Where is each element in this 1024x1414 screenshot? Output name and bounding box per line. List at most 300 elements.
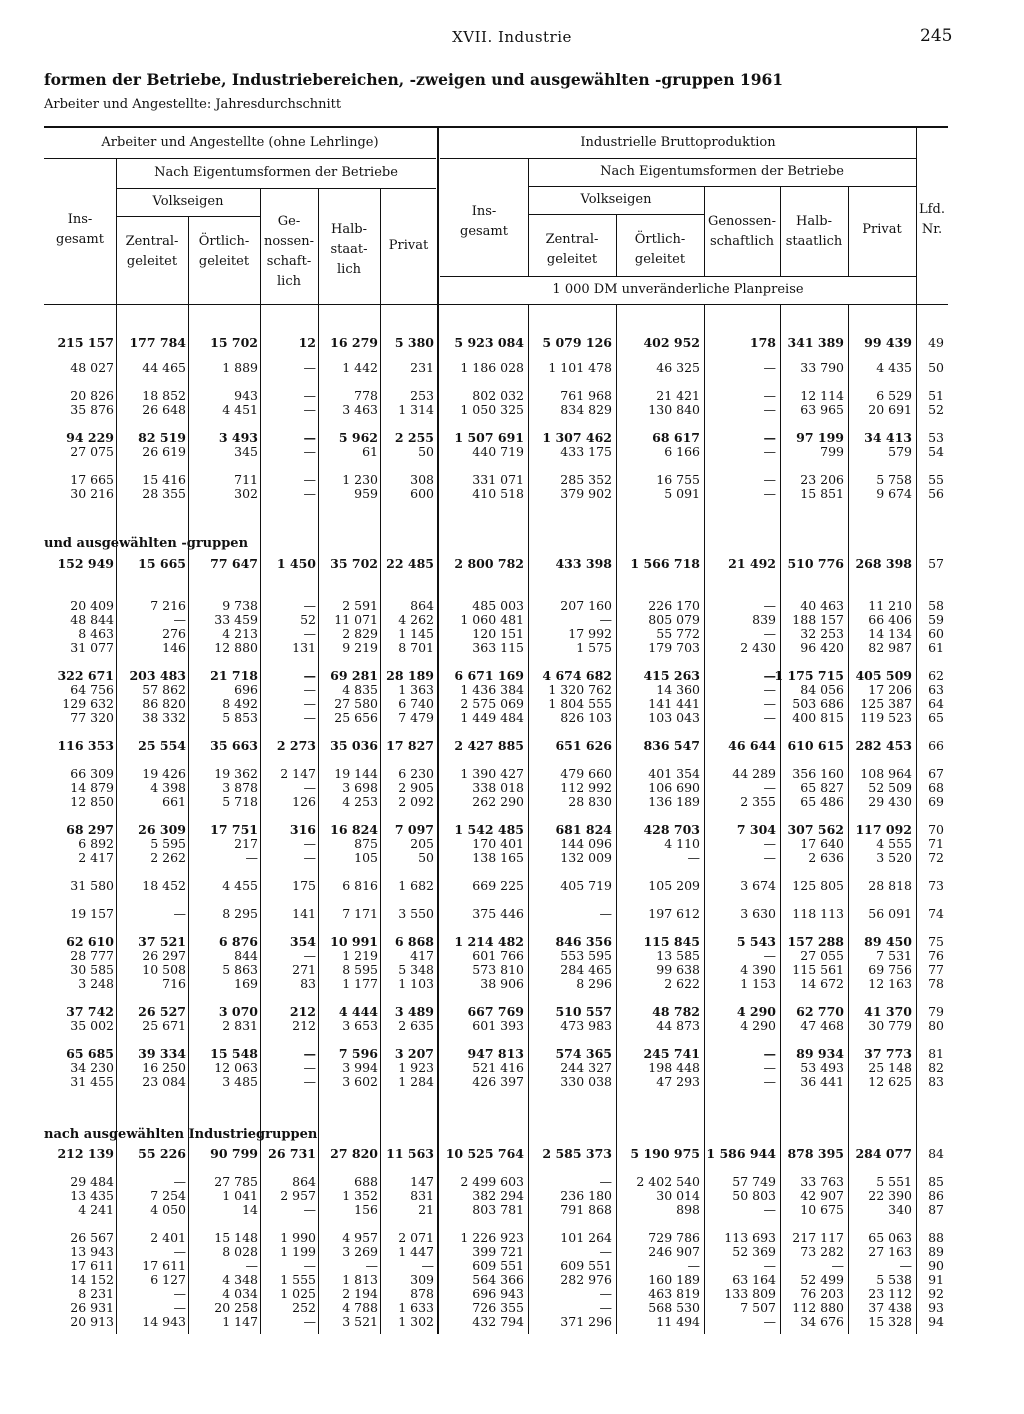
- cell-produktion-genossen: —: [763, 430, 776, 445]
- cell-produktion-privat: 37 438: [868, 1300, 912, 1315]
- cell-produktion-halbstaatlich: 2 636: [808, 850, 844, 865]
- cell-produktion-privat: 22 390: [868, 1188, 912, 1203]
- cell-produktion-insgesamt: 262 290: [472, 794, 524, 809]
- cell-oertlich: 17 751: [210, 822, 258, 837]
- cell-produktion-halbstaatlich: 112 880: [792, 1300, 844, 1315]
- table-row: [44, 669, 948, 682]
- cell-produktion-halbstaatlich: 65 486: [800, 794, 844, 809]
- header-volkseigen-right: Volkseigen: [580, 192, 652, 207]
- cell-zentral: 14 943: [142, 1314, 186, 1329]
- cell-produktion-oertlich: 729 786: [648, 1230, 700, 1245]
- cell-produktion-insgesamt: 947 813: [467, 1046, 524, 1061]
- cell-produktion-halbstaatlich: 36 441: [800, 1074, 844, 1089]
- cell-produktion-privat: 52 509: [868, 780, 912, 795]
- cell-lfd-nr: 90: [928, 1258, 944, 1273]
- cell-oertlich: 169: [234, 976, 258, 991]
- cell-lfd-nr: 72: [928, 850, 944, 865]
- header-ownership-right: Nach Eigentumsformen der Betriebe: [600, 164, 844, 179]
- cell-produktion-halbstaatlich: 157 288: [787, 934, 844, 949]
- cell-produktion-genossen: 3 630: [740, 906, 776, 921]
- cell-produktion-privat: 9 674: [876, 486, 912, 501]
- cell-produktion-insgesamt: 1 436 384: [460, 682, 524, 697]
- cell-produktion-halbstaatlich: 503 686: [792, 696, 844, 711]
- table-row: [44, 697, 948, 710]
- cell-zentral: 716: [162, 976, 186, 991]
- cell-produktion-insgesamt: 399 721: [472, 1244, 524, 1259]
- header-genossen-right: Genossen- schaftlich: [707, 214, 777, 249]
- cell-genossen: 83: [300, 976, 316, 991]
- cell-insgesamt: 3 248: [78, 976, 114, 991]
- cell-insgesamt: 27 075: [70, 444, 114, 459]
- cell-zentral: 2 262: [150, 850, 186, 865]
- cell-oertlich: 15 702: [210, 335, 258, 350]
- cell-produktion-insgesamt: 426 397: [472, 1074, 524, 1089]
- cell-insgesamt: 322 671: [57, 668, 114, 683]
- cell-lfd-nr: 60: [928, 626, 944, 641]
- cell-produktion-oertlich: 55 772: [656, 626, 700, 641]
- table-row: [44, 851, 948, 864]
- cell-produktion-halbstaatlich: 341 389: [787, 335, 844, 350]
- cell-insgesamt: 35 002: [70, 1018, 114, 1033]
- cell-halbstaatlich: 105: [354, 850, 378, 865]
- cell-halbstaatlich: 9 219: [342, 640, 378, 655]
- cell-privat: 1 302: [398, 1314, 434, 1329]
- cell-genossen: —: [303, 430, 316, 445]
- cell-produktion-halbstaatlich: 33 763: [800, 1174, 844, 1189]
- cell-produktion-insgesamt: 5 923 084: [454, 335, 524, 350]
- cell-genossen: —: [303, 710, 316, 725]
- cell-zentral: 57 862: [142, 682, 186, 697]
- cell-produktion-genossen: —: [763, 836, 776, 851]
- table-row: [44, 1315, 948, 1328]
- cell-produktion-halbstaatlich: 34 676: [800, 1314, 844, 1329]
- cell-produktion-oertlich: —: [687, 850, 700, 865]
- cell-produktion-halbstaatlich: 115 561: [792, 962, 844, 977]
- cell-privat: 17 827: [386, 738, 434, 753]
- cell-insgesamt: 212 139: [57, 1146, 114, 1161]
- cell-produktion-zentral: 473 983: [560, 1018, 612, 1033]
- cell-genossen: —: [303, 402, 316, 417]
- cell-produktion-oertlich: 836 547: [643, 738, 700, 753]
- cell-lfd-nr: 73: [928, 878, 944, 893]
- cell-produktion-insgesamt: 363 115: [472, 640, 524, 655]
- table-row: [44, 1047, 948, 1060]
- cell-genossen: 1 450: [276, 556, 316, 571]
- cell-oertlich: 711: [234, 472, 258, 487]
- cell-produktion-oertlich: —: [687, 1258, 700, 1273]
- cell-insgesamt: 68 297: [66, 822, 114, 837]
- cell-produktion-zentral: 574 365: [555, 1046, 612, 1061]
- cell-produktion-halbstaatlich: 17 640: [800, 836, 844, 851]
- table-row: [44, 795, 948, 808]
- cell-produktion-oertlich: 568 530: [648, 1300, 700, 1315]
- cell-produktion-genossen: —: [763, 682, 776, 697]
- cell-privat: 6 740: [398, 696, 434, 711]
- cell-halbstaatlich: 1 813: [342, 1272, 378, 1287]
- table-row: [44, 445, 948, 458]
- cell-produktion-zentral: —: [599, 1244, 612, 1259]
- cell-genossen: —: [303, 948, 316, 963]
- cell-oertlich: 6 876: [218, 934, 258, 949]
- cell-produktion-insgesamt: 338 018: [472, 780, 524, 795]
- cell-insgesamt: 62 610: [66, 934, 114, 949]
- cell-lfd-nr: 50: [928, 360, 944, 375]
- cell-privat: 1 633: [398, 1300, 434, 1315]
- cell-insgesamt: 17 611: [70, 1258, 114, 1273]
- table-row: [44, 627, 948, 640]
- cell-oertlich: 943: [234, 388, 258, 403]
- cell-produktion-insgesamt: 521 416: [472, 1060, 524, 1075]
- cell-produktion-privat: 37 773: [864, 1046, 912, 1061]
- cell-oertlich: 696: [234, 682, 258, 697]
- cell-produktion-genossen: 113 693: [724, 1230, 776, 1245]
- cell-insgesamt: 26 567: [70, 1230, 114, 1245]
- cell-lfd-nr: 77: [928, 962, 944, 977]
- cell-produktion-privat: 5 758: [876, 472, 912, 487]
- cell-produktion-zentral: 282 976: [560, 1272, 612, 1287]
- cell-genossen: 271: [292, 962, 316, 977]
- cell-produktion-privat: 282 453: [855, 738, 912, 753]
- header-genossen-left: Ge- nossen- schaft- lich: [263, 214, 314, 289]
- cell-genossen: —: [303, 1060, 316, 1075]
- cell-produktion-zentral: 28 830: [568, 794, 612, 809]
- cell-produktion-privat: 17 206: [868, 682, 912, 697]
- cell-produktion-oertlich: 402 952: [643, 335, 700, 350]
- cell-produktion-zentral: 112 992: [560, 780, 612, 795]
- cell-produktion-oertlich: 14 360: [656, 682, 700, 697]
- cell-produktion-genossen: —: [763, 1060, 776, 1075]
- cell-lfd-nr: 66: [928, 738, 944, 753]
- cell-privat: 22 485: [386, 556, 434, 571]
- cell-zentral: 10 508: [142, 962, 186, 977]
- cell-zentral: 26 527: [138, 1004, 186, 1019]
- cell-zentral: 5 595: [150, 836, 186, 851]
- cell-produktion-oertlich: 68 617: [652, 430, 700, 445]
- cell-produktion-halbstaatlich: 32 253: [800, 626, 844, 641]
- cell-oertlich: 15 148: [214, 1230, 258, 1245]
- cell-privat: —: [421, 1258, 434, 1273]
- cell-produktion-zentral: 405 719: [560, 878, 612, 893]
- cell-produktion-oertlich: 246 907: [648, 1244, 700, 1259]
- cell-produktion-halbstaatlich: 89 934: [796, 1046, 844, 1061]
- cell-halbstaatlich: 2 194: [342, 1286, 378, 1301]
- cell-oertlich: 5 718: [222, 794, 258, 809]
- cell-privat: 2 071: [398, 1230, 434, 1245]
- cell-halbstaatlich: 3 463: [342, 402, 378, 417]
- cell-oertlich: 19 362: [214, 766, 258, 781]
- cell-genossen: —: [303, 486, 316, 501]
- cell-produktion-privat: 12 625: [868, 1074, 912, 1089]
- table-row: [44, 599, 948, 612]
- table-row: [44, 389, 948, 402]
- table-row: [44, 949, 948, 962]
- cell-lfd-nr: 67: [928, 766, 944, 781]
- table-header: [44, 126, 948, 305]
- section-heading: und ausgewählten -gruppen: [44, 536, 249, 551]
- cell-genossen: —: [303, 1314, 316, 1329]
- cell-lfd-nr: 92: [928, 1286, 944, 1301]
- cell-zentral: 44 465: [142, 360, 186, 375]
- cell-produktion-genossen: 3 674: [740, 878, 776, 893]
- cell-insgesamt: 48 844: [70, 612, 114, 627]
- table-row: [44, 641, 948, 654]
- header-ownership-left: Nach Eigentumsformen der Betriebe: [154, 165, 398, 180]
- cell-oertlich: 1 147: [222, 1314, 258, 1329]
- header-production: Industrielle Bruttoproduktion: [580, 135, 776, 150]
- cell-produktion-genossen: —: [763, 598, 776, 613]
- cell-produktion-halbstaatlich: 118 113: [792, 906, 844, 921]
- cell-produktion-genossen: 5 543: [736, 934, 776, 949]
- cell-privat: 600: [410, 486, 434, 501]
- cell-produktion-genossen: —: [763, 626, 776, 641]
- cell-insgesamt: 77 320: [70, 710, 114, 725]
- cell-zentral: 18 852: [142, 388, 186, 403]
- cell-lfd-nr: 57: [928, 556, 944, 571]
- header-oertlich-left: Örtlich- geleitet: [198, 234, 250, 269]
- cell-privat: 7 097: [394, 822, 434, 837]
- cell-privat: 205: [410, 836, 434, 851]
- cell-insgesamt: 26 931: [70, 1300, 114, 1315]
- cell-produktion-privat: 7 531: [876, 948, 912, 963]
- cell-lfd-nr: 80: [928, 1018, 944, 1033]
- cell-produktion-insgesamt: 1 542 485: [454, 822, 524, 837]
- cell-insgesamt: 20 826: [70, 388, 114, 403]
- cell-genossen: 252: [292, 1300, 316, 1315]
- cell-produktion-oertlich: 115 845: [643, 934, 700, 949]
- cell-lfd-nr: 91: [928, 1272, 944, 1287]
- cell-oertlich: 4 034: [222, 1286, 258, 1301]
- cell-oertlich: 15 548: [210, 1046, 258, 1061]
- cell-halbstaatlich: 3 994: [342, 1060, 378, 1075]
- cell-halbstaatlich: 6 816: [342, 878, 378, 893]
- cell-produktion-oertlich: 11 494: [656, 1314, 700, 1329]
- cell-lfd-nr: 53: [928, 430, 944, 445]
- cell-produktion-halbstaatlich: 33 790: [800, 360, 844, 375]
- cell-produktion-genossen: 4 290: [736, 1004, 776, 1019]
- cell-produktion-insgesamt: 375 446: [472, 906, 524, 921]
- cell-genossen: 12: [298, 335, 316, 350]
- cell-produktion-privat: 56 091: [868, 906, 912, 921]
- cell-halbstaatlich: 156: [354, 1202, 378, 1217]
- cell-produktion-zentral: 846 356: [555, 934, 612, 949]
- cell-lfd-nr: 93: [928, 1300, 944, 1315]
- cell-zentral: 25 554: [138, 738, 186, 753]
- cell-produktion-genossen: 7 304: [736, 822, 776, 837]
- cell-zentral: 17 611: [142, 1258, 186, 1273]
- cell-oertlich: 9 738: [222, 598, 258, 613]
- cell-produktion-privat: —: [899, 1258, 912, 1273]
- cell-produktion-privat: 108 964: [860, 766, 912, 781]
- cell-genossen: —: [303, 444, 316, 459]
- cell-produktion-insgesamt: 726 355: [472, 1300, 524, 1315]
- cell-produktion-insgesamt: 1 507 691: [454, 430, 524, 445]
- table-row: [44, 1005, 948, 1018]
- table-row: [44, 487, 948, 500]
- cell-genossen: 1 025: [280, 1286, 316, 1301]
- cell-produktion-oertlich: 48 782: [652, 1004, 700, 1019]
- cell-produktion-genossen: —: [763, 710, 776, 725]
- cell-produktion-zentral: 285 352: [560, 472, 612, 487]
- cell-insgesamt: 30 585: [70, 962, 114, 977]
- cell-halbstaatlich: 778: [354, 388, 378, 403]
- cell-produktion-zentral: 1 320 762: [548, 682, 612, 697]
- cell-produktion-insgesamt: 564 366: [472, 1272, 524, 1287]
- cell-halbstaatlich: 10 991: [330, 934, 378, 949]
- cell-produktion-halbstaatlich: 27 055: [800, 948, 844, 963]
- cell-genossen: —: [303, 1046, 316, 1061]
- table-row: [44, 403, 948, 416]
- cell-privat: 878: [410, 1286, 434, 1301]
- cell-insgesamt: 14 879: [70, 780, 114, 795]
- cell-oertlich: 4 451: [222, 402, 258, 417]
- cell-zentral: —: [173, 612, 186, 627]
- cell-produktion-genossen: —: [763, 850, 776, 865]
- cell-genossen: —: [303, 668, 316, 683]
- cell-produktion-privat: 6 529: [876, 388, 912, 403]
- cell-produktion-halbstaatlich: 96 420: [800, 640, 844, 655]
- cell-zentral: 37 521: [138, 934, 186, 949]
- cell-privat: 5 380: [394, 335, 434, 350]
- cell-oertlich: 12 880: [214, 640, 258, 655]
- cell-genossen: —: [303, 696, 316, 711]
- cell-privat: 3 550: [398, 906, 434, 921]
- cell-insgesamt: 48 027: [70, 360, 114, 375]
- cell-produktion-halbstaatlich: 52 499: [800, 1272, 844, 1287]
- cell-produktion-privat: 12 163: [868, 976, 912, 991]
- cell-produktion-privat: 15 328: [868, 1314, 912, 1329]
- cell-produktion-insgesamt: 1 226 923: [460, 1230, 524, 1245]
- cell-privat: 3 207: [394, 1046, 434, 1061]
- cell-oertlich: 3 493: [218, 430, 258, 445]
- cell-produktion-oertlich: 198 448: [648, 1060, 700, 1075]
- cell-produktion-oertlich: 4 110: [664, 836, 700, 851]
- cell-lfd-nr: 94: [928, 1314, 944, 1329]
- table-row: [44, 361, 948, 374]
- cell-produktion-genossen: 46 644: [728, 738, 776, 753]
- cell-genossen: 175: [292, 878, 316, 893]
- cell-produktion-zentral: 8 296: [576, 976, 612, 991]
- cell-privat: 308: [410, 472, 434, 487]
- cell-genossen: —: [303, 360, 316, 375]
- cell-zentral: 23 084: [142, 1074, 186, 1089]
- cell-produktion-halbstaatlich: —: [831, 1258, 844, 1273]
- cell-produktion-zentral: 479 660: [560, 766, 612, 781]
- cell-produktion-halbstaatlich: 40 463: [800, 598, 844, 613]
- cell-insgesamt: 6 892: [78, 836, 114, 851]
- cell-lfd-nr: 49: [928, 335, 944, 350]
- cell-produktion-zentral: 433 175: [560, 444, 612, 459]
- cell-produktion-genossen: 2 355: [740, 794, 776, 809]
- cell-insgesamt: 66 309: [70, 766, 114, 781]
- cell-genossen: 26 731: [268, 1146, 316, 1161]
- cell-insgesamt: 31 077: [70, 640, 114, 655]
- cell-produktion-insgesamt: 609 551: [472, 1258, 524, 1273]
- cell-produktion-privat: 65 063: [868, 1230, 912, 1245]
- cell-produktion-zentral: 4 674 682: [542, 668, 612, 683]
- cell-produktion-oertlich: 197 612: [648, 906, 700, 921]
- cell-genossen: —: [303, 780, 316, 795]
- cell-produktion-genossen: —: [763, 948, 776, 963]
- cell-insgesamt: 2 417: [78, 850, 114, 865]
- cell-produktion-privat: 23 112: [868, 1286, 912, 1301]
- cell-oertlich: 8 492: [222, 696, 258, 711]
- cell-produktion-genossen: 52 369: [732, 1244, 776, 1259]
- table-row: [44, 879, 948, 892]
- cell-produktion-genossen: —: [763, 668, 776, 683]
- cell-produktion-insgesamt: 1 390 427: [460, 766, 524, 781]
- cell-halbstaatlich: 35 036: [330, 738, 378, 753]
- cell-privat: 1 145: [398, 626, 434, 641]
- cell-halbstaatlich: 3 521: [342, 1314, 378, 1329]
- cell-lfd-nr: 84: [928, 1146, 944, 1161]
- cell-produktion-privat: 5 551: [876, 1174, 912, 1189]
- cell-produktion-insgesamt: 802 032: [472, 388, 524, 403]
- cell-produktion-oertlich: 1 566 718: [630, 556, 700, 571]
- cell-lfd-nr: 59: [928, 612, 944, 627]
- cell-insgesamt: 17 665: [70, 472, 114, 487]
- cell-zentral: 26 619: [142, 444, 186, 459]
- cell-produktion-zentral: 371 296: [560, 1314, 612, 1329]
- cell-privat: 417: [410, 948, 434, 963]
- table-row: [44, 711, 948, 724]
- table-row: [44, 1189, 948, 1202]
- cell-produktion-insgesamt: 1 449 484: [460, 710, 524, 725]
- cell-produktion-oertlich: 428 703: [643, 822, 700, 837]
- cell-produktion-genossen: 57 749: [732, 1174, 776, 1189]
- cell-insgesamt: 64 756: [70, 682, 114, 697]
- cell-produktion-zentral: 651 626: [555, 738, 612, 753]
- cell-produktion-zentral: 1 307 462: [542, 430, 612, 445]
- header-halb-right: Halb- staatlich: [785, 214, 843, 249]
- cell-oertlich: 2 831: [222, 1018, 258, 1033]
- header-workers: Arbeiter und Angestellte (ohne Lehrlinge): [101, 135, 379, 150]
- cell-zentral: 661: [162, 794, 186, 809]
- cell-oertlich: 8 295: [222, 906, 258, 921]
- cell-produktion-halbstaatlich: 188 157: [792, 612, 844, 627]
- header-privat-left: Privat: [388, 238, 429, 253]
- cell-zentral: 19 426: [142, 766, 186, 781]
- cell-produktion-privat: 3 520: [876, 850, 912, 865]
- cell-produktion-insgesamt: 2 575 069: [460, 696, 524, 711]
- cell-produktion-privat: 125 387: [860, 696, 912, 711]
- cell-oertlich: 4 213: [222, 626, 258, 641]
- cell-halbstaatlich: 8 595: [342, 962, 378, 977]
- cell-produktion-oertlich: 106 690: [648, 780, 700, 795]
- cell-lfd-nr: 75: [928, 934, 944, 949]
- cell-produktion-privat: 4 435: [876, 360, 912, 375]
- table-row: [44, 1245, 948, 1258]
- cell-zentral: 55 226: [138, 1146, 186, 1161]
- cell-produktion-genossen: —: [763, 472, 776, 487]
- cell-produktion-zentral: —: [599, 1300, 612, 1315]
- cell-oertlich: 20 258: [214, 1300, 258, 1315]
- cell-produktion-halbstaatlich: 10 675: [800, 1202, 844, 1217]
- cell-privat: 1 284: [398, 1074, 434, 1089]
- cell-halbstaatlich: 27 580: [334, 696, 378, 711]
- cell-oertlich: 33 459: [214, 612, 258, 627]
- cell-oertlich: 3 485: [222, 1074, 258, 1089]
- cell-produktion-halbstaatlich: 217 117: [792, 1230, 844, 1245]
- cell-lfd-nr: 76: [928, 948, 944, 963]
- cell-zentral: —: [173, 1174, 186, 1189]
- cell-produktion-privat: 82 987: [868, 640, 912, 655]
- cell-produktion-halbstaatlich: 15 851: [800, 486, 844, 501]
- cell-privat: 21: [418, 1202, 434, 1217]
- cell-produktion-halbstaatlich: 307 562: [787, 822, 844, 837]
- table-row: [44, 1301, 948, 1314]
- cell-halbstaatlich: 35 702: [330, 556, 378, 571]
- cell-produktion-genossen: 1 153: [740, 976, 776, 991]
